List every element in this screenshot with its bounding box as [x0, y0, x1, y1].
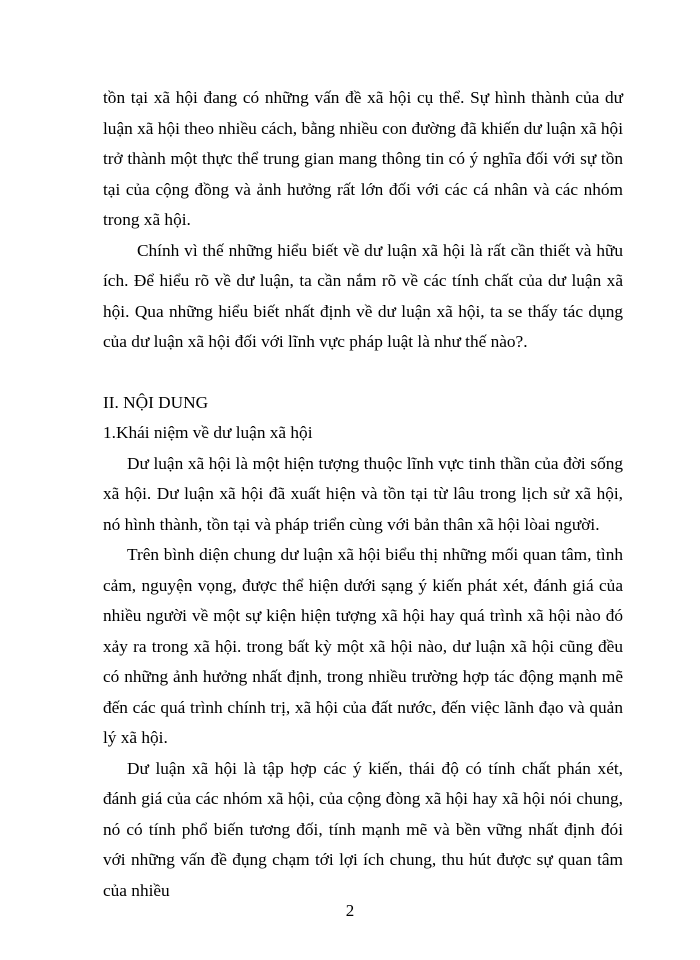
paragraph-intro-purpose: Chính vì thế những hiểu biết về dư luận xã hội là rất cần thiết và hữu ích. Để hiểu rõ về dư luận, ta cần nắm rõ về các tính chất của dư luận xã hội. Qua những hiểu biết nhất định về dư luận xã hội, ta se thấy tác dụng của dư luận xã hội đối với lĩnh vực pháp luật là như thế nào?. [103, 240, 623, 351]
paragraph-collective-opinion: Dư luận xã hội là tập hợp các ý kiến, thái độ có tính chất phán xét, đánh giá của các nhóm xã hội, của cộng đòng xã hội hay xã hội nói chung, nó có tính phổ biến tương đối, tính mạnh mẽ và bền vững nhất định đói với những vấn đề đụng chạm tới lợi ích chung, thu hút được sự quan tâm của nhiều [103, 758, 623, 900]
section-heading: II. NỘI DUNG [103, 392, 209, 412]
paragraph-definition: Dư luận xã hội là một hiện tượng thuộc lĩnh vực tinh thần của đời sống xã hội. Dư luận xã hội đã xuất hiện và tồn tại từ lâu trong lịch sử xã hội, nó hình thành, tồn tại và pháp triển cùng với bản thân xã hội lòai người. [103, 453, 623, 534]
page-body [103, 83, 623, 906]
page-number: 2 [345, 901, 355, 920]
paragraph-intro-continuation: tồn tại xã hội đang có những vấn đề xã hội cụ thể. Sự hình thành của dư luận xã hội theo nhiều cách, bằng nhiều con đường đã khiến dư luận xã hội trở thành một thực thể trung gian mang thông tin có ý nghĩa đối với sự tồn tại của cộng đồng và ảnh hưởng rất lớn đối với các cá nhân và các nhóm trong xã hội. [103, 88, 623, 229]
subsection-heading: 1.Khái niệm về dư luận xã hội [103, 423, 313, 442]
paragraph-general-view: Trên bình diện chung dư luận xã hội biểu thị những mối quan tâm, tình cảm, nguyện vọng, được thể hiện dưới sạng ý kiến phát xét, đánh giá của nhiều người về một sự kiện hiện tượng xã hội hay quá trình xã hội nào đó xảy ra trong xã hội. trong bất kỳ một xã hội nào, dư luận xã hội cũng đều có những ảnh hưởng nhất định, trong nhiều trường hợp tác động mạnh mẽ đến các quá trình chính trị, xã hội của đất nước, đến việc lãnh đạo và quản lý xã hội. [103, 545, 623, 747]
